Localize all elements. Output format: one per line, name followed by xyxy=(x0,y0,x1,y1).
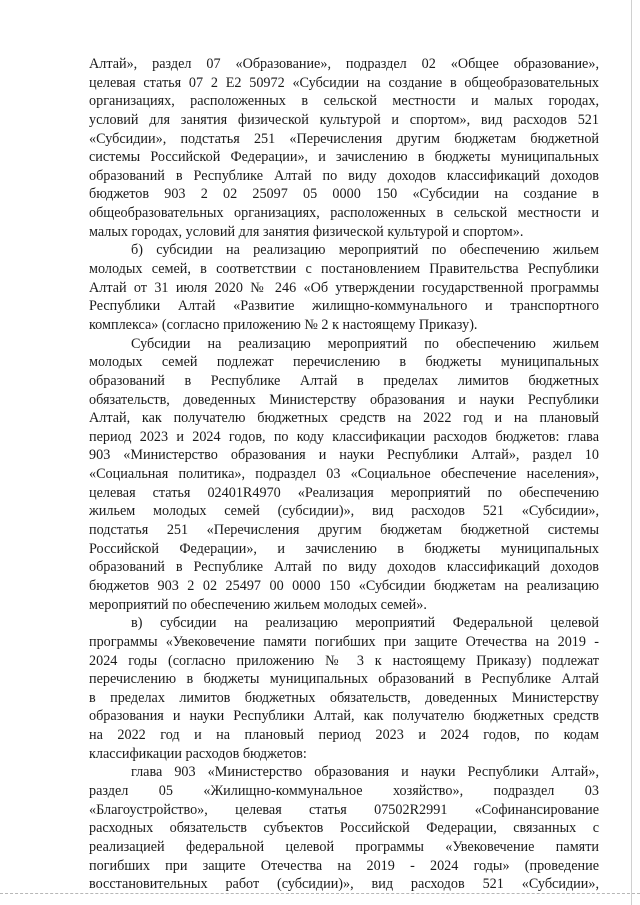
text-line: Российской Федерации», и зачислению в бюджеты муниципальных xyxy=(89,540,599,557)
text-line: 2024 годы (согласно приложению № 3 к настоящему Приказу) подлежат xyxy=(89,652,599,669)
text-line: в) субсидии на реализацию мероприятий Федеральной целевой xyxy=(131,615,599,632)
text-line: образований в Республике Алтай по виду доходов классификаций доходов xyxy=(89,559,599,576)
text-line: погибших при защите Отечества на 2019 - 2024 годы» (проведение xyxy=(89,857,599,874)
text-line: обязательств, доведенных Министерству образования и науки Республики xyxy=(89,391,599,408)
text-line: целевая статья 07 2 Е2 50972 «Субсидии на создание в общеобразовательных xyxy=(89,74,599,91)
page-side-edge xyxy=(631,0,632,905)
text-line: восстановительных работ (субсидии)», вид расходов 521 «Субсидии», xyxy=(89,876,599,893)
text-line: раздел 05 «Жилищно-коммунальное хозяйство», подраздел 03 xyxy=(89,782,599,799)
text-line: мероприятий по обеспечению жильем молодых семей». xyxy=(89,596,427,613)
text-line: бюджетов 903 2 02 25497 00 0000 150 «Субсидии бюджетам на реализацию xyxy=(89,577,599,594)
text-line: программы «Увековечение памяти погибших при защите Отечества на 2019 - xyxy=(89,633,599,650)
text-line: «Субсидии», подстатья 251 «Перечисления другим бюджетам бюджетной xyxy=(89,130,599,147)
text-line: Алтай от 31 июля 2020 № 246 «Об утверждении государственной программы xyxy=(89,279,599,296)
text-line: перечислению в бюджеты муниципальных образований в Республике Алтай xyxy=(89,671,599,688)
text-line: глава 903 «Министерство образования и науки Республики Алтай», xyxy=(131,764,599,781)
page-bottom-edge xyxy=(0,893,640,894)
text-line: б) субсидии на реализацию мероприятий по обеспечению жильем xyxy=(131,242,599,259)
text-line: «Социальная политика», подраздел 03 «Социальное обеспечение населения», xyxy=(89,466,599,483)
text-line: организациях, расположенных в сельской местности и малых городах, xyxy=(89,93,599,110)
text-line: молодых семей подлежат перечислению в бюджеты муниципальных xyxy=(89,354,599,371)
text-line: малых городах, условий для занятия физической культурой и спортом». xyxy=(89,223,524,240)
text-line: период 2023 и 2024 годов, по коду классификации расходов бюджетов: глава xyxy=(89,428,599,445)
text-line: целевая статья 02401R4970 «Реализация мероприятий по обеспечению xyxy=(89,484,599,501)
text-line: образований в Республике Алтай в пределах лимитов бюджетных xyxy=(89,372,599,389)
text-line: молодых семей, в соответствии с постановлением Правительства Республики xyxy=(89,261,599,278)
text-line: бюджетов 903 2 02 25097 05 0000 150 «Субсидии на создание в xyxy=(89,186,599,203)
text-line: общеобразовательных организациях, расположенных в сельской местности и xyxy=(89,205,599,222)
text-line: на 2022 год и на плановый период 2023 и 2024 годов, по кодам xyxy=(89,727,599,744)
text-line: подстатья 251 «Перечисления другим бюджетам бюджетной системы xyxy=(89,522,599,539)
text-line: Субсидии на реализацию мероприятий по обеспечению жильем xyxy=(131,335,599,352)
text-line: классификации расходов бюджетов: xyxy=(89,745,307,762)
text-line: реализацией федеральной целевой программы «Увековечение памяти xyxy=(89,838,599,855)
text-line: жильем молодых семей (субсидии)», вид расходов 521 «Субсидии», xyxy=(89,503,599,520)
text-line: комплекса» (согласно приложению № 2 к настоящему Приказу). xyxy=(89,316,478,333)
text-line: образований в Республике Алтай по виду доходов классификаций доходов xyxy=(89,167,599,184)
document-body xyxy=(89,55,599,894)
text-line: образования и науки Республики Алтай, как получателю бюджетных средств xyxy=(89,708,599,725)
text-line: расходных обязательств субъектов Российской Федерации, связанных с xyxy=(89,820,599,837)
text-line: условий для занятия физической культурой и спортом», вид расходов 521 xyxy=(89,111,599,128)
text-line: «Благоустройство», целевая статья 07502R2991 «Софинансирование xyxy=(89,801,599,818)
text-line: Алтай, как получателю бюджетных средств на 2022 год и на плановый xyxy=(89,410,599,427)
text-line: системы Российской Федерации», и зачислению в бюджеты муниципальных xyxy=(89,149,599,166)
text-line: Алтай», раздел 07 «Образование», подраздел 02 «Общее образование», xyxy=(89,56,599,72)
text-line: 903 «Министерство образования и науки Республики Алтай», раздел 10 xyxy=(89,447,599,464)
text-line: Республики Алтай «Развитие жилищно-коммунального и транспортного xyxy=(89,298,599,315)
text-line: в пределах лимитов бюджетных обязательств, доведенных Министерству xyxy=(89,689,599,706)
